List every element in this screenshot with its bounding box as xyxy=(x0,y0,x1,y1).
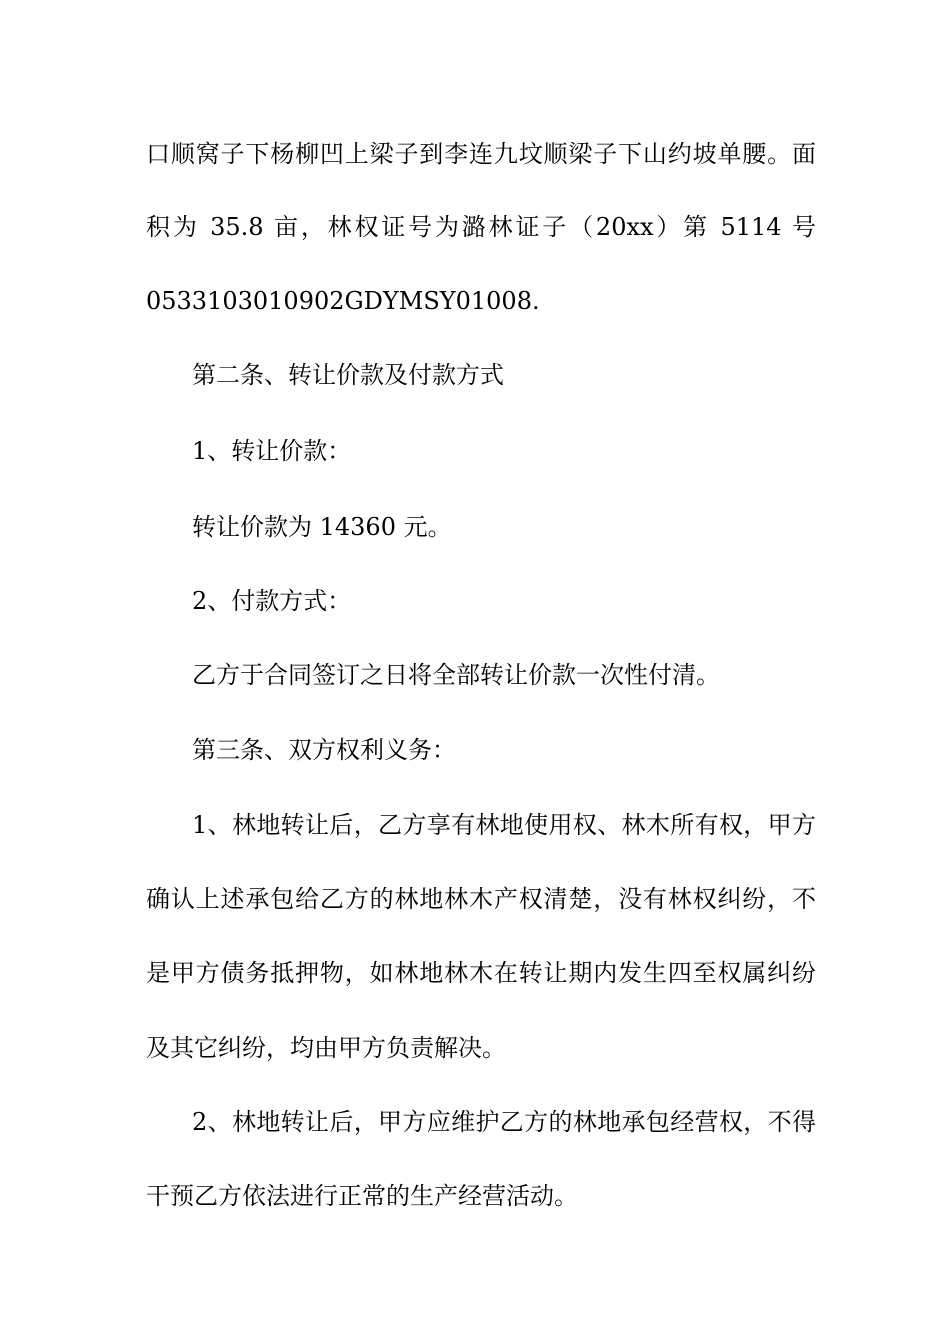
paragraph-line: 1、林地转让后，乙方享有林地使用权、林木所有权，甲方 xyxy=(192,811,816,839)
paragraph-line: 转让价款为 14360 元。 xyxy=(192,513,452,541)
section-heading: 第二条、转让价款及付款方式 xyxy=(192,361,504,389)
paragraph-line: 是甲方债务抵押物，如林地林木在转让期内发生四至权属纠纷 xyxy=(146,959,816,987)
paragraph-line: 积为 35.8 亩，林权证号为潞林证子（20xx）第 5114 号 xyxy=(146,213,816,241)
paragraph-line: 干预乙方依法进行正常的生产经营活动。 xyxy=(146,1182,578,1210)
clause-heading: 2、付款方式： xyxy=(192,587,352,615)
paragraph-line: 口顺窝子下杨柳凹上梁子到李连九坟顺梁子下山约坡单腰。面 xyxy=(146,140,816,168)
section-heading: 第三条、双方权利义务： xyxy=(192,736,456,764)
paragraph-line: 2、林地转让后，甲方应维护乙方的林地承包经营权，不得 xyxy=(192,1108,816,1136)
paragraph-line: 确认上述承包给乙方的林地林木产权清楚，没有林权纠纷，不 xyxy=(146,885,816,913)
clause-heading: 1、转让价款： xyxy=(192,437,352,465)
paragraph-line: 乙方于合同签订之日将全部转让价款一次性付清。 xyxy=(192,661,720,689)
paragraph-line: 及其它纠纷，均由甲方负责解决。 xyxy=(146,1034,506,1062)
paragraph-line: 0533103010902GDYMSY01008. xyxy=(146,287,540,315)
